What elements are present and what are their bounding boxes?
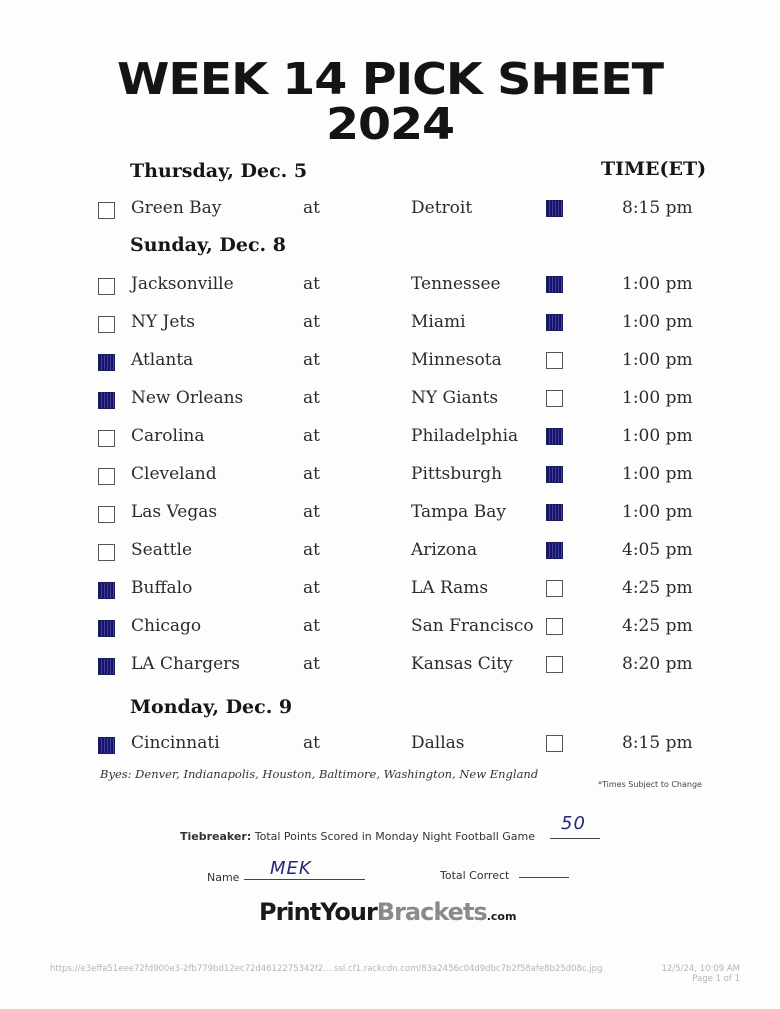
home-pick-checkbox[interactable] (546, 735, 563, 752)
game-time: 1:00 pm (622, 502, 693, 522)
game-row (0, 612, 780, 642)
game-time: 4:25 pm (622, 616, 693, 636)
away-pick-checkbox[interactable] (98, 620, 115, 637)
logo-part-3: .com (486, 910, 517, 923)
away-team: Chicago (131, 616, 202, 636)
away-team: Las Vegas (131, 502, 218, 522)
times-subject-note: *Times Subject to Change (598, 780, 702, 789)
home-pick-checkbox[interactable] (546, 428, 563, 445)
game-time: 1:00 pm (622, 274, 693, 294)
away-pick-checkbox[interactable] (98, 316, 115, 333)
home-pick-checkbox[interactable] (546, 618, 563, 635)
game-row (0, 729, 780, 759)
at-label: at (303, 616, 320, 636)
away-pick-checkbox[interactable] (98, 544, 115, 561)
away-pick-checkbox[interactable] (98, 582, 115, 599)
away-team: Cincinnati (131, 733, 220, 753)
at-label: at (303, 578, 320, 598)
game-time: 1:00 pm (622, 388, 693, 408)
game-row (0, 270, 780, 300)
away-pick-checkbox[interactable] (98, 506, 115, 523)
game-row (0, 194, 780, 224)
home-team: LA Rams (411, 578, 489, 598)
game-time: 1:00 pm (622, 312, 693, 332)
name-value[interactable]: MEK (270, 858, 312, 879)
tiebreaker-text: Total Points Scored in Monday Night Football Game (254, 830, 536, 843)
total-correct-field-line[interactable] (519, 877, 569, 878)
home-pick-checkbox[interactable] (546, 352, 563, 369)
away-pick-checkbox[interactable] (98, 737, 115, 754)
sheet-title-line1: WEEK 14 PICK SHEET (116, 54, 664, 105)
home-team: Tennessee (411, 274, 501, 294)
at-label: at (303, 198, 320, 218)
game-row (0, 498, 780, 528)
at-label: at (303, 274, 320, 294)
home-pick-checkbox[interactable] (546, 466, 563, 483)
at-label: at (303, 540, 320, 560)
away-team: Jacksonville (131, 274, 234, 294)
game-row (0, 308, 780, 338)
away-team: Green Bay (131, 198, 222, 218)
home-pick-checkbox[interactable] (546, 200, 563, 217)
away-pick-checkbox[interactable] (98, 278, 115, 295)
away-team: Atlanta (131, 350, 194, 370)
away-pick-checkbox[interactable] (98, 392, 115, 409)
home-pick-checkbox[interactable] (546, 504, 563, 521)
footer-timestamp: 12/5/24, 10:09 AM (661, 964, 740, 974)
game-time: 8:15 pm (622, 198, 693, 218)
away-team: Buffalo (131, 578, 193, 598)
away-pick-checkbox[interactable] (98, 468, 115, 485)
game-time: 8:20 pm (622, 654, 693, 674)
away-pick-checkbox[interactable] (98, 430, 115, 447)
footer-url: https://e3effa51eee72fd900e3-2fb779bd12ec72d4612275342f2....ssl.cf1.rackcdn.com/83a2456c04d9dbc7b2f58afe8b25d08c.jpg (50, 964, 603, 974)
printyourbrackets-logo (259, 898, 516, 926)
at-label: at (303, 426, 320, 446)
tiebreaker-label (180, 830, 535, 843)
away-pick-checkbox[interactable] (98, 202, 115, 219)
logo-part-1: PrintYour (259, 898, 377, 926)
away-pick-checkbox[interactable] (98, 658, 115, 675)
footer-date (658, 964, 740, 984)
home-pick-checkbox[interactable] (546, 314, 563, 331)
home-team: Dallas (411, 733, 465, 753)
time-column-header: TIME(ET) (601, 158, 707, 180)
footer-page-number: Page 1 of 1 (692, 974, 740, 984)
home-team: NY Giants (411, 388, 499, 408)
away-pick-checkbox[interactable] (98, 354, 115, 371)
name-field-line[interactable] (244, 879, 365, 880)
home-pick-checkbox[interactable] (546, 390, 563, 407)
at-label: at (303, 502, 320, 522)
at-label: at (303, 312, 320, 332)
game-row (0, 536, 780, 566)
home-team: Pittsburgh (411, 464, 503, 484)
game-row (0, 574, 780, 604)
logo-part-2: Brackets (376, 898, 487, 926)
away-team: LA Chargers (131, 654, 240, 674)
game-time: 4:05 pm (622, 540, 693, 560)
game-row (0, 346, 780, 376)
game-time: 8:15 pm (622, 733, 693, 753)
home-team: Arizona (411, 540, 478, 560)
game-row (0, 650, 780, 680)
name-label: Name (207, 871, 240, 884)
game-time: 4:25 pm (622, 578, 693, 598)
tiebreaker-title: Tiebreaker: (180, 830, 252, 843)
home-pick-checkbox[interactable] (546, 580, 563, 597)
tiebreaker-field-line[interactable] (550, 838, 600, 839)
at-label: at (303, 464, 320, 484)
game-row (0, 384, 780, 414)
game-row (0, 460, 780, 490)
away-team: Seattle (131, 540, 193, 560)
away-team: Carolina (131, 426, 205, 446)
home-pick-checkbox[interactable] (546, 276, 563, 293)
home-team: Detroit (411, 198, 473, 218)
away-team: Cleveland (131, 464, 217, 484)
game-row (0, 422, 780, 452)
sheet-title-line2: 2024 (326, 99, 454, 150)
game-time: 1:00 pm (622, 464, 693, 484)
total-correct-label: Total Correct (440, 869, 510, 882)
at-label: at (303, 388, 320, 408)
byes-note: Byes: Denver, Indianapolis, Houston, Baltimore, Washington, New England (100, 767, 539, 781)
away-team: New Orleans (131, 388, 244, 408)
at-label: at (303, 350, 320, 370)
home-team: Philadelphia (411, 426, 519, 446)
home-team: Minnesota (411, 350, 502, 370)
home-pick-checkbox[interactable] (546, 656, 563, 673)
home-team: Tampa Bay (411, 502, 506, 522)
day-header: Sunday, Dec. 8 (130, 234, 286, 256)
away-team: NY Jets (131, 312, 195, 332)
at-label: at (303, 654, 320, 674)
at-label: at (303, 733, 320, 753)
home-team: San Francisco (411, 616, 534, 636)
day-header: Thursday, Dec. 5 (130, 160, 308, 182)
home-pick-checkbox[interactable] (546, 542, 563, 559)
tiebreaker-value[interactable]: 50 (561, 813, 586, 834)
home-team: Kansas City (411, 654, 513, 674)
home-team: Miami (411, 312, 466, 332)
day-header: Monday, Dec. 9 (130, 696, 293, 718)
game-time: 1:00 pm (622, 350, 693, 370)
game-time: 1:00 pm (622, 426, 693, 446)
